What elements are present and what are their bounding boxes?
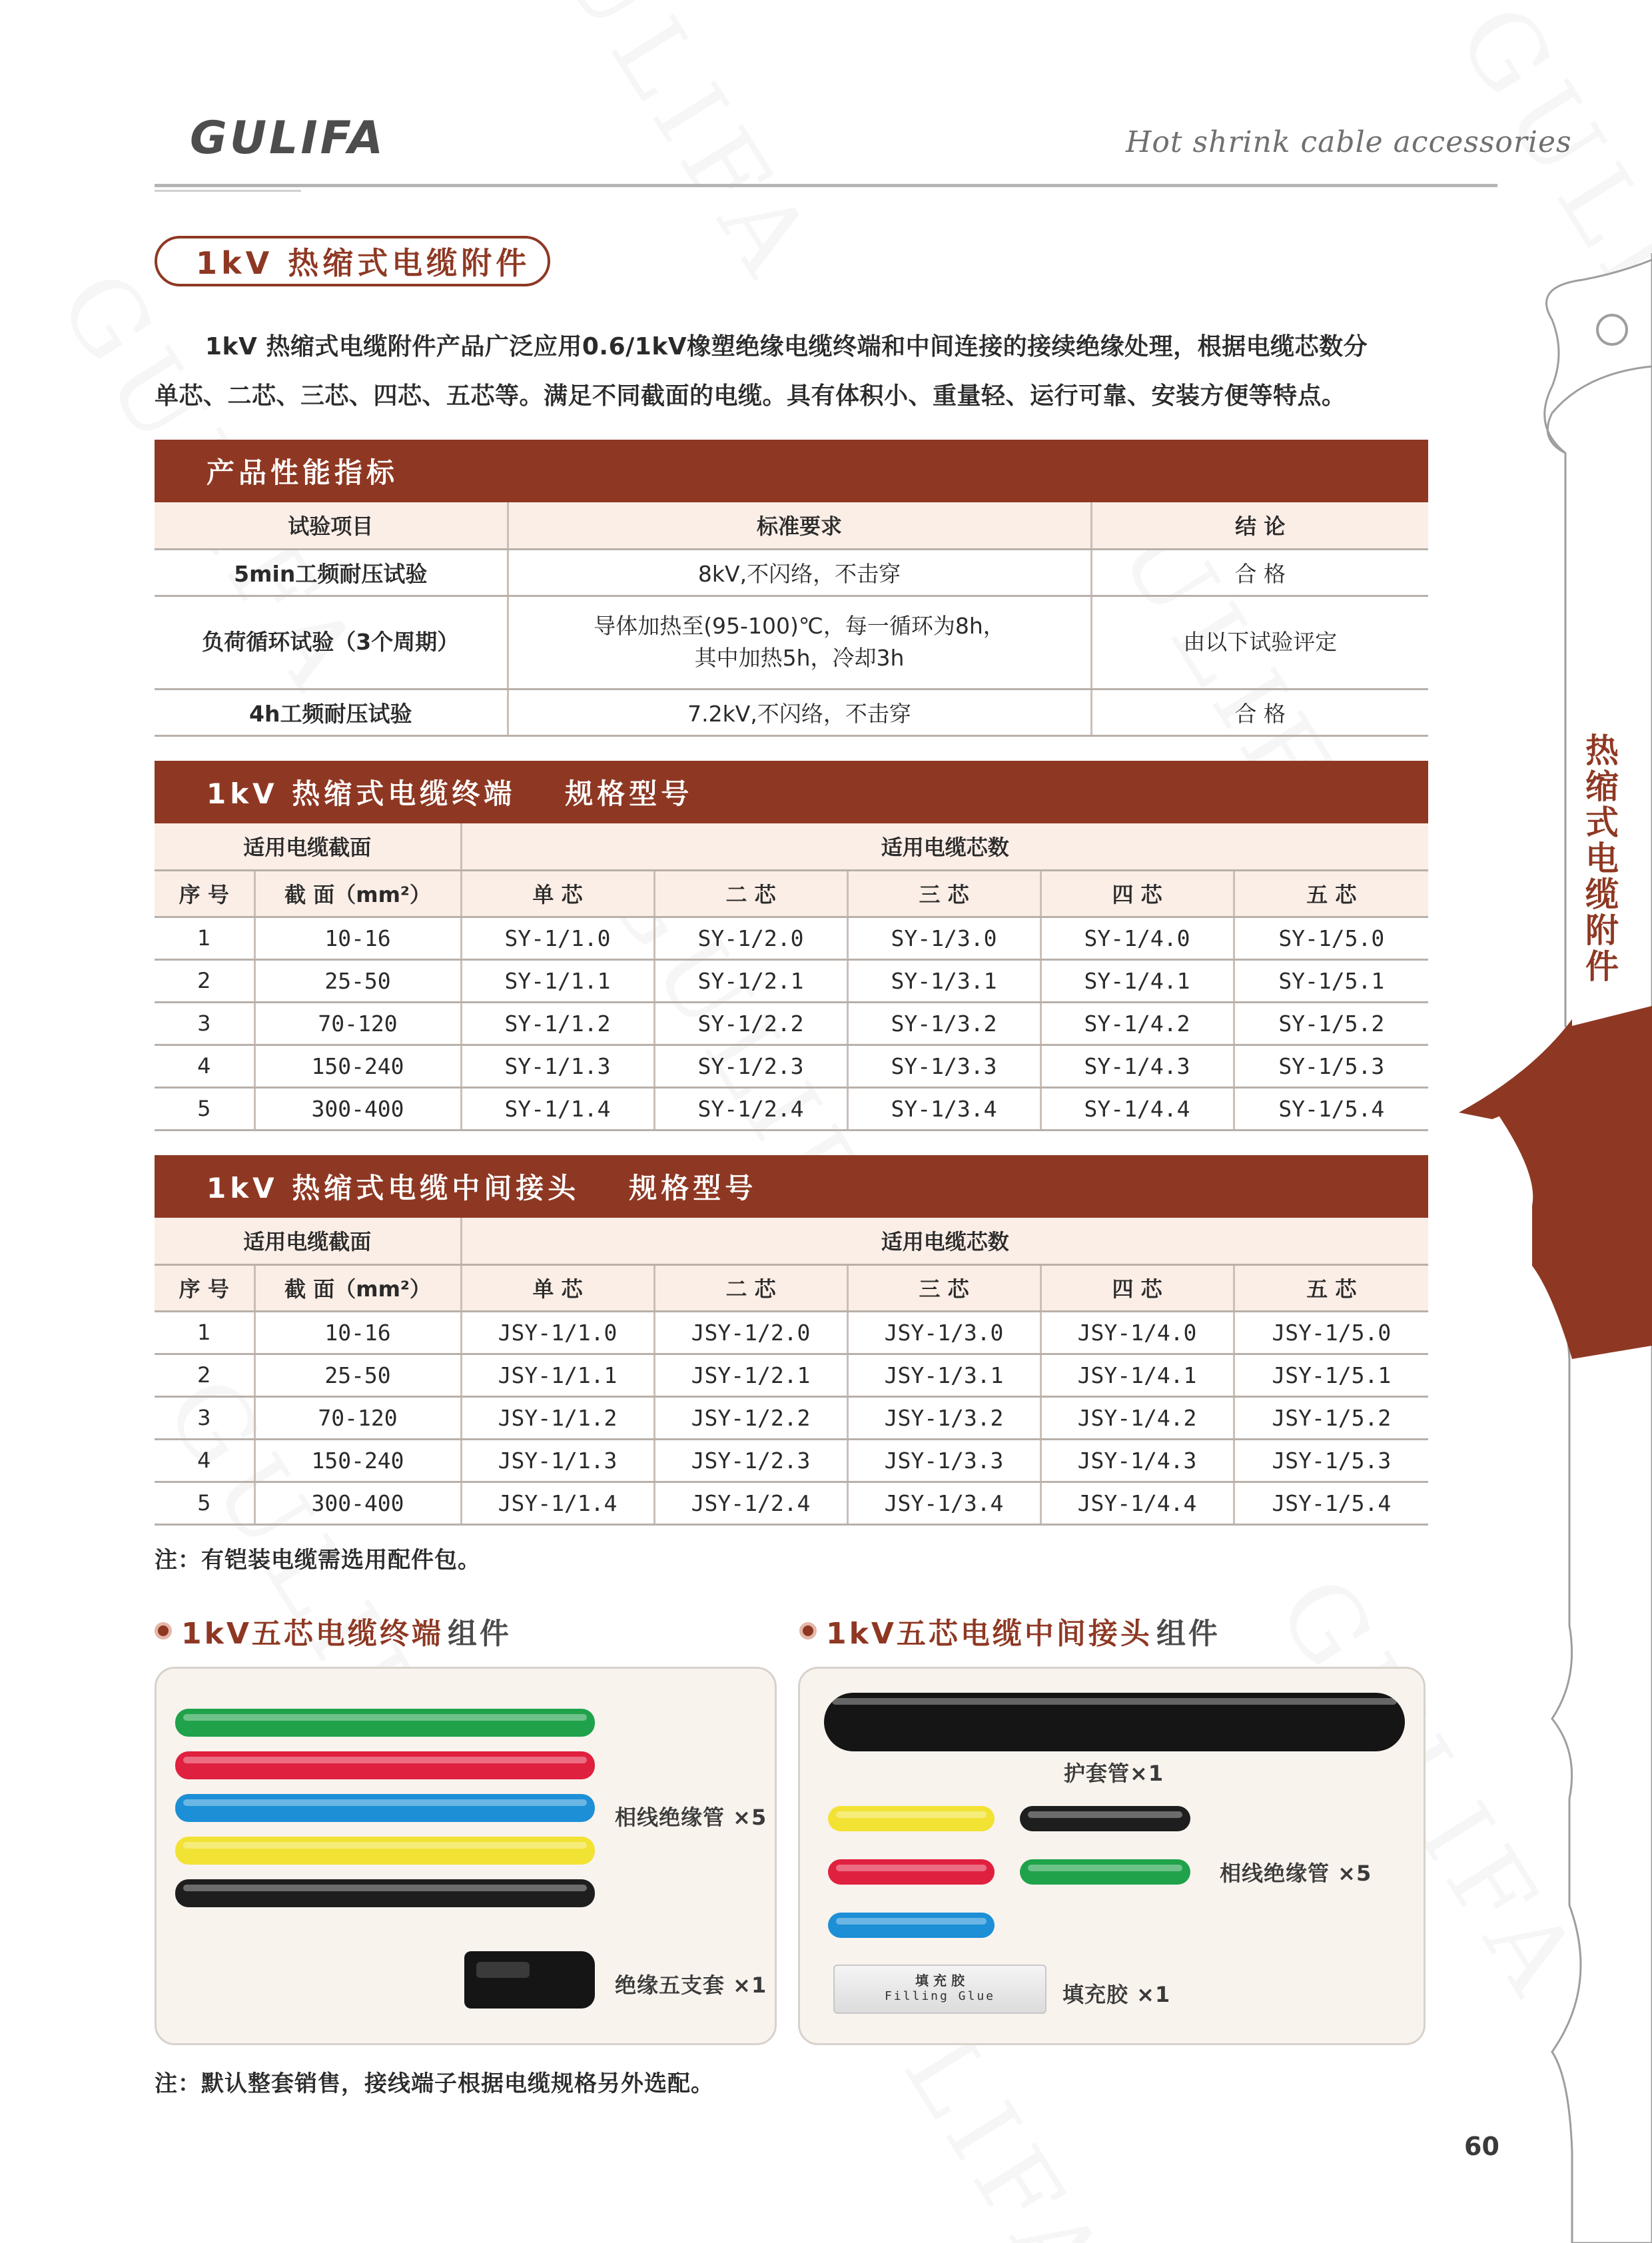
model-code-cell: JSY-1/2.0 (654, 1311, 847, 1354)
model-code-cell: SY-1/2.4 (654, 1087, 847, 1130)
table-header-row (155, 502, 1428, 549)
red-tube-image (175, 1751, 595, 1779)
column-header: 单 芯 (461, 1264, 654, 1311)
model-code-cell: JSY-1/4.0 (1040, 1311, 1234, 1354)
cross-section-cell: 25-50 (254, 1354, 461, 1396)
row-index: 3 (155, 1002, 254, 1045)
breakout-boot-label: 绝缘五支套 ×1 (615, 1973, 767, 1998)
column-header: 结 论 (1091, 502, 1428, 549)
sheath-tube-label: 护套管×1 (1064, 1761, 1164, 1786)
intro-line-1: 1kV 热缩式电缆附件产品广泛应用0.6/1kV橡塑绝缘电缆终端和中间连接的接续绝缘处理，根据电缆芯数分 (205, 333, 1368, 360)
model-code-cell: SY-1/3.2 (847, 1002, 1040, 1045)
table-row (155, 549, 1428, 596)
model-code-cell: SY-1/4.3 (1040, 1045, 1234, 1087)
side-section-title: 热缩式电缆附件 (1580, 733, 1619, 985)
table-group-header-row (155, 1218, 1428, 1264)
blue-tube-image (828, 1913, 995, 1938)
table-row (155, 959, 1428, 1002)
phase-tube-label: 相线绝缘管 ×5 (615, 1805, 767, 1830)
black-tube-image (175, 1879, 595, 1907)
five-finger-boot-image (464, 1951, 595, 2009)
bullet-icon (799, 1622, 817, 1639)
test-requirement-line: 其中加热5h，冷却3h (694, 645, 905, 671)
model-code-cell: SY-1/5.2 (1234, 1002, 1428, 1045)
model-code-cell: JSY-1/4.2 (1040, 1396, 1234, 1439)
model-code-cell: JSY-1/2.3 (654, 1439, 847, 1482)
terminal-kit-title (155, 1609, 512, 1652)
terminal-table-body (155, 917, 1428, 1130)
column-header: 单 芯 (461, 870, 654, 917)
joint-table-body (155, 1311, 1428, 1524)
green-tube-image (175, 1709, 595, 1737)
table-group-header-row (155, 823, 1428, 870)
joint-kit-title (799, 1609, 1220, 1652)
cross-section-cell: 300-400 (254, 1482, 461, 1524)
model-code-cell: SY-1/5.0 (1234, 917, 1428, 959)
terminal-heading (155, 761, 1428, 823)
test-result: 由以下试验评定 (1091, 596, 1428, 689)
test-requirement: 8kV,不闪络，不击穿 (508, 549, 1091, 596)
model-code-cell: SY-1/3.3 (847, 1045, 1040, 1087)
row-index: 2 (155, 1354, 254, 1396)
test-item: 5min工频耐压试验 (155, 549, 508, 596)
column-header: 五 芯 (1234, 1264, 1428, 1311)
yellow-tube-image (828, 1806, 995, 1831)
filling-glue-pack-image (833, 1965, 1046, 2014)
model-code-cell: JSY-1/1.2 (461, 1396, 654, 1439)
row-index: 1 (155, 1311, 254, 1354)
column-header: 四 芯 (1040, 870, 1234, 917)
joint-spec-table (155, 1218, 1428, 1526)
model-code-cell: SY-1/3.0 (847, 917, 1040, 959)
test-result: 合 格 (1091, 549, 1428, 596)
sales-note: 注：默认整套销售，接线端子根据电缆规格另外选配。 (155, 2070, 714, 2097)
cross-section-cell: 150-240 (254, 1045, 461, 1087)
column-header: 五 芯 (1234, 870, 1428, 917)
terminal-kit-title-text: 1kV五芯电缆终端 (181, 1617, 444, 1651)
row-index: 1 (155, 917, 254, 959)
model-code-cell: SY-1/1.3 (461, 1045, 654, 1087)
model-code-cell: JSY-1/4.4 (1040, 1482, 1234, 1524)
joint-spec-text: 规格型号 (629, 1172, 757, 1204)
model-code-cell: JSY-1/3.2 (847, 1396, 1040, 1439)
cross-section-cell: 150-240 (254, 1439, 461, 1482)
model-code-cell: SY-1/5.3 (1234, 1045, 1428, 1087)
table-row (155, 917, 1428, 959)
group-header: 适用电缆芯数 (461, 1218, 1428, 1264)
page-number: 60 (1464, 2132, 1499, 2161)
header-divider (155, 184, 1497, 187)
model-code-cell: SY-1/2.3 (654, 1045, 847, 1087)
model-code-cell: SY-1/2.1 (654, 959, 847, 1002)
terminal-kit-title-suffix: 组件 (447, 1617, 512, 1651)
group-header: 适用电缆芯数 (461, 823, 1428, 870)
table-row (155, 1087, 1428, 1130)
blue-tube-image (175, 1794, 595, 1822)
cross-section-cell: 70-120 (254, 1396, 461, 1439)
performance-table (155, 502, 1428, 737)
test-result: 合 格 (1091, 689, 1428, 735)
glue-pack-cn-text: 填 充 胶 (915, 1973, 965, 1989)
header-tagline: Hot shrink cable accessories (1126, 125, 1572, 159)
terminal-kit-panel (155, 1667, 777, 2045)
row-index: 4 (155, 1439, 254, 1482)
test-requirement-line: 导体加热至(95-100)℃，每一循环为8h， (594, 613, 1005, 639)
model-code-cell: SY-1/4.2 (1040, 1002, 1234, 1045)
cross-section-cell: 70-120 (254, 1002, 461, 1045)
model-code-cell: SY-1/5.1 (1234, 959, 1428, 1002)
terminal-spec-text: 规格型号 (565, 777, 693, 810)
cable-insulator-graphic (1452, 253, 1652, 2243)
model-code-cell: JSY-1/2.2 (654, 1396, 847, 1439)
row-index: 2 (155, 959, 254, 1002)
table-row (155, 1045, 1428, 1087)
table-row (155, 1482, 1428, 1524)
model-code-cell: JSY-1/1.4 (461, 1482, 654, 1524)
model-code-cell: JSY-1/1.1 (461, 1354, 654, 1396)
row-index: 3 (155, 1396, 254, 1439)
column-header: 二 芯 (654, 870, 847, 917)
page-title: 1kV 热缩式电缆附件 (155, 236, 550, 286)
column-header: 四 芯 (1040, 1264, 1234, 1311)
model-code-cell: JSY-1/4.3 (1040, 1439, 1234, 1482)
performance-heading (155, 440, 1428, 502)
column-header: 截 面（mm²） (254, 1264, 461, 1311)
yellow-tube-image (175, 1837, 595, 1865)
table-row (155, 1396, 1428, 1439)
model-code-cell: JSY-1/5.3 (1234, 1439, 1428, 1482)
model-code-cell: SY-1/5.4 (1234, 1087, 1428, 1130)
model-code-cell: SY-1/1.4 (461, 1087, 654, 1130)
test-requirement (508, 596, 1091, 689)
red-tube-image (828, 1859, 995, 1885)
column-header: 序 号 (155, 870, 254, 917)
table-row (155, 1002, 1428, 1045)
table-row (155, 689, 1428, 735)
header-divider-accent (155, 190, 301, 192)
model-code-cell: JSY-1/4.1 (1040, 1354, 1234, 1396)
model-code-cell: SY-1/1.2 (461, 1002, 654, 1045)
brand-logo: GULIFA (190, 112, 386, 165)
intro-line-2: 单芯、二芯、三芯、四芯、五芯等。满足不同截面的电缆。具有体积小、重量轻、运行可靠、安装方便等特点。 (155, 382, 1346, 410)
outer-sheath-tube-image (824, 1693, 1405, 1751)
model-code-cell: JSY-1/5.2 (1234, 1396, 1428, 1439)
phase-tube-label: 相线绝缘管 ×5 (1220, 1861, 1372, 1886)
row-index: 4 (155, 1045, 254, 1087)
model-code-cell: JSY-1/2.4 (654, 1482, 847, 1524)
model-code-cell: JSY-1/3.0 (847, 1311, 1040, 1354)
model-code-cell: JSY-1/5.4 (1234, 1482, 1428, 1524)
green-tube-image (1020, 1859, 1190, 1885)
terminal-spec-table (155, 823, 1428, 1131)
bullet-icon (155, 1622, 172, 1639)
column-header: 序 号 (155, 1264, 254, 1311)
model-code-cell: JSY-1/3.1 (847, 1354, 1040, 1396)
row-index: 5 (155, 1087, 254, 1130)
model-code-cell: SY-1/3.1 (847, 959, 1040, 1002)
row-index: 5 (155, 1482, 254, 1524)
table-row (155, 1439, 1428, 1482)
table-row (155, 596, 1428, 689)
column-header: 二 芯 (654, 1264, 847, 1311)
model-code-cell: SY-1/1.1 (461, 959, 654, 1002)
column-header: 截 面（mm²） (254, 870, 461, 917)
model-code-cell: SY-1/1.0 (461, 917, 654, 959)
cross-section-cell: 300-400 (254, 1087, 461, 1130)
test-item: 4h工频耐压试验 (155, 689, 508, 735)
model-code-cell: JSY-1/3.4 (847, 1482, 1040, 1524)
armored-cable-note: 注：有铠装电缆需选用配件包。 (155, 1547, 481, 1573)
column-header: 三 芯 (847, 870, 1040, 917)
joint-kit-title-suffix: 组件 (1156, 1617, 1220, 1651)
cross-section-cell: 10-16 (254, 1311, 461, 1354)
test-requirement: 7.2kV,不闪络，不击穿 (508, 689, 1091, 735)
terminal-heading-text: 1kV 热缩式电缆终端 (206, 777, 516, 810)
filling-glue-label: 填充胶 ×1 (1062, 1982, 1171, 2007)
model-code-cell: SY-1/3.4 (847, 1087, 1040, 1130)
glue-pack-en-text: Filling Glue (884, 1989, 996, 2003)
model-code-cell: JSY-1/3.3 (847, 1439, 1040, 1482)
column-header: 三 芯 (847, 1264, 1040, 1311)
model-code-cell: SY-1/2.2 (654, 1002, 847, 1045)
model-code-cell: JSY-1/1.0 (461, 1311, 654, 1354)
model-code-cell: SY-1/4.1 (1040, 959, 1234, 1002)
cross-section-cell: 25-50 (254, 959, 461, 1002)
model-code-cell: JSY-1/2.1 (654, 1354, 847, 1396)
model-code-cell: JSY-1/5.0 (1234, 1311, 1428, 1354)
column-header: 试验项目 (155, 502, 508, 549)
joint-kit-panel (798, 1667, 1426, 2045)
table-row (155, 1354, 1428, 1396)
column-header: 标准要求 (508, 502, 1091, 549)
table-header-row (155, 870, 1428, 917)
table-header-row (155, 1264, 1428, 1311)
joint-heading-text: 1kV 热缩式电缆中间接头 (206, 1172, 580, 1204)
group-header: 适用电缆截面 (155, 823, 461, 870)
performance-heading-text: 产品性能指标 (206, 456, 399, 489)
model-code-cell: SY-1/4.4 (1040, 1087, 1234, 1130)
cross-section-cell: 10-16 (254, 917, 461, 959)
table-row (155, 1311, 1428, 1354)
joint-kit-title-text: 1kV五芯电缆中间接头 (826, 1617, 1152, 1651)
model-code-cell: JSY-1/1.3 (461, 1439, 654, 1482)
model-code-cell: JSY-1/5.1 (1234, 1354, 1428, 1396)
model-code-cell: SY-1/2.0 (654, 917, 847, 959)
intro-paragraph (155, 322, 1434, 421)
model-code-cell: SY-1/4.0 (1040, 917, 1234, 959)
test-item: 负荷循环试验（3个周期） (155, 596, 508, 689)
black-tube-image (1020, 1806, 1190, 1831)
group-header: 适用电缆截面 (155, 1218, 461, 1264)
joint-heading (155, 1155, 1428, 1218)
